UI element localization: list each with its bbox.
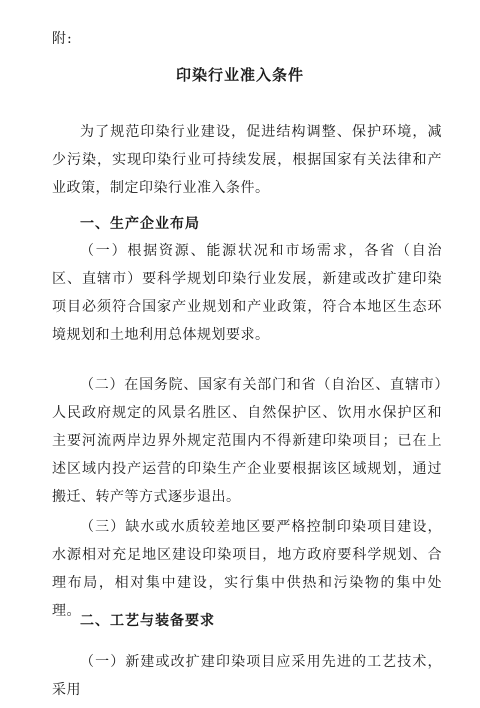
section-paragraph: （三）缺水或水质较差地区要严格控制印染项目建设，水源相对充足地区建设印染项目，地方政府要科学规划、合理布局，相对集中建设，实行集中供热和污染物的集中处理。: [52, 519, 442, 619]
section-paragraph: （一）新建或改扩建印染项目应采用先进的工艺技术，采用: [52, 654, 442, 698]
document-title: 印染行业准入条件: [175, 66, 304, 84]
attachment-label: 附:: [52, 31, 73, 47]
section-paragraph: （二）在国务院、国家有关部门和省（自治区、直辖市）人民政府规定的风景名胜区、自然保护区、饮用水保护区和主要河流两岸边界外规定范围内不得新建印染项目；已在上述区域内投产运营的印染生产企业要根据该区域规划，通过搬迁、转产等方式逐步退出。: [52, 377, 442, 505]
section-heading-layout: 一、生产企业布局: [80, 216, 200, 232]
section-paragraph: （一）根据资源、能源状况和市场需求，各省（自治区、直辖市）要科学规划印染行业发展，新建或改扩建印染项目必须符合国家产业规划和产业政策，符合本地区生态环境规划和土地利用总体规划要求。: [52, 243, 442, 343]
section-heading-process: 二、工艺与装备要求: [80, 613, 215, 629]
intro-paragraph: 为了规范印染行业建设，促进结构调整、保护环境，减少污染，实现印染行业可持续发展，根据国家有关法律和产业政策，制定印染行业准入条件。: [52, 124, 442, 196]
